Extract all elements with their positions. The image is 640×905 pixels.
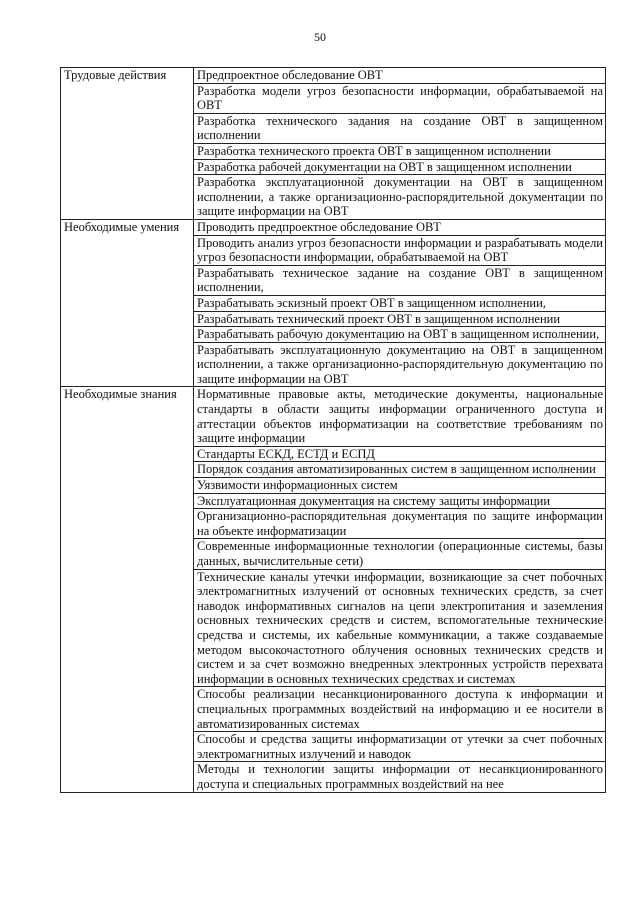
table-cell: Разрабатывать рабочую документацию на ОВТ в защищенном исполнении, — [194, 327, 606, 343]
section-heading: Необходимые знания — [61, 387, 194, 792]
table-cell: Разработка технического проекта ОВТ в защищенном исполнении — [194, 143, 606, 159]
table-row — [61, 219, 606, 235]
table-cell: Эксплуатационная документация на систему защиты информации — [194, 493, 606, 509]
table-cell: Проводить анализ угроз безопасности информации и разрабатывать модели угроз безопасности информации, обрабатываемой на ОВТ — [194, 235, 606, 265]
table-cell: Технические каналы утечки информации, возникающие за счет побочных электромагнитных излучений от основных технических средств, за счет наводок информативных сигналов на цепи электропитания и заземления основных технических средств и систем, вспомогательные технические средства и системы, их кабельные коммуникации, а также создаваемые методом высокочастотного облучения основных технических средств и систем и за счет возможно внедренных электронных устройств перехвата информации в основных технических средствах и системах — [194, 569, 606, 687]
page-number: 50 — [314, 30, 326, 44]
table-cell: Порядок создания автоматизированных систем в защищенном исполнении — [194, 462, 606, 478]
table-cell: Предпроектное обследование ОВТ — [194, 68, 606, 84]
table-cell: Нормативные правовые акты, методические документы, национальные стандарты в области защиты информации ограниченного доступа и аттестации объектов информатизации на соответствие требованиям по защите информации — [194, 387, 606, 446]
table-cell: Методы и технологии защиты информации от несанкционированного доступа и специальных программных воздействий на нее — [194, 762, 606, 792]
table-cell: Способы и средства защиты информатизации от утечки за счет побочных электромагнитных излучений и наводок — [194, 732, 606, 762]
table-cell: Разрабатывать эксплуатационную документацию на ОВТ в защищенном исполнении, а также организационно-распорядительную документацию по защите информации на ОВТ — [194, 342, 606, 387]
table-cell: Разрабатывать эскизный проект ОВТ в защищенном исполнении, — [194, 295, 606, 311]
table-cell: Стандарты ЕСКД, ЕСТД и ЕСПД — [194, 446, 606, 462]
table-row — [61, 387, 606, 446]
competency-table — [60, 67, 606, 793]
table-cell: Разрабатывать технический проект ОВТ в защищенном исполнении — [194, 311, 606, 327]
table-cell: Разработка рабочей документации на ОВТ в защищенном исполнении — [194, 159, 606, 175]
table-cell: Способы реализации несанкционированного доступа к информации и специальных программных воздействий на информацию и ее носители в автоматизированных системах — [194, 687, 606, 732]
table-cell: Разработка модели угроз безопасности информации, обрабатываемой на ОВТ — [194, 83, 606, 113]
table-cell: Организационно-распорядительная документация по защите информации на объекте информатизации — [194, 509, 606, 539]
table-cell: Проводить предпроектное обследование ОВТ — [194, 219, 606, 235]
section-heading: Необходимые умения — [61, 219, 194, 387]
table-cell: Разработка эксплуатационной документации на ОВТ в защищенном исполнении, а также организационно-распорядительной документации по защите информации на ОВТ — [194, 175, 606, 220]
table-row — [61, 68, 606, 84]
table-cell: Современные информационные технологии (операционные системы, базы данных, вычислительные сети) — [194, 539, 606, 569]
section-heading: Трудовые действия — [61, 68, 194, 220]
table-cell: Разработка технического задания на создание ОВТ в защищенном исполнении — [194, 113, 606, 143]
table-cell: Уязвимости информационных систем — [194, 478, 606, 494]
table-cell: Разрабатывать техническое задание на создание ОВТ в защищенном исполнении, — [194, 265, 606, 295]
